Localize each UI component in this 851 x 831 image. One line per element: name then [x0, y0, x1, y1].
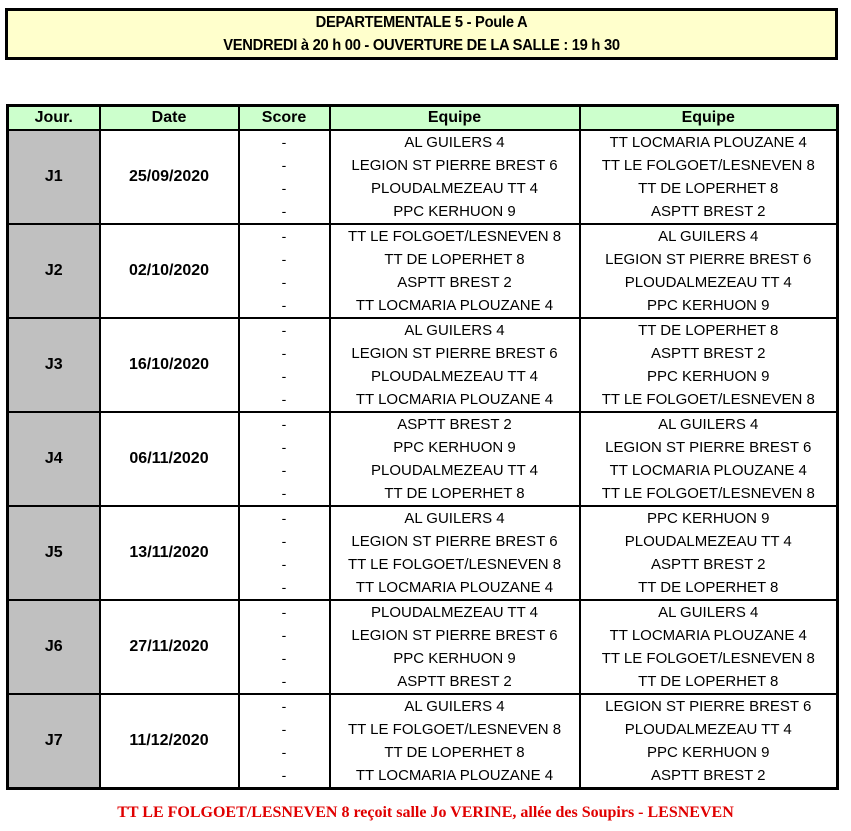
- match-score: -: [281, 604, 287, 620]
- home-team: LEGION ST PIERRE BREST 6: [351, 627, 558, 644]
- match-score: -: [281, 673, 287, 689]
- round-date: 13/11/2020: [100, 506, 239, 600]
- away-team: AL GUILERS 4: [658, 228, 759, 245]
- round-label: J4: [8, 412, 100, 506]
- match-score: -: [281, 134, 287, 150]
- round-row: [8, 318, 838, 412]
- match-score-cell: [239, 600, 330, 694]
- home-team: TT LOCMARIA PLOUZANE 4: [355, 579, 554, 596]
- match-score-cell: [239, 412, 330, 506]
- away-team-cell: [580, 130, 838, 224]
- match-score: -: [281, 698, 287, 714]
- home-team-cell: [330, 130, 580, 224]
- rounds-body: [8, 130, 838, 789]
- home-team: TT LE FOLGOET/LESNEVEN 8: [347, 228, 562, 245]
- away-team: TT LOCMARIA PLOUZANE 4: [609, 462, 807, 479]
- round-label: J6: [8, 600, 100, 694]
- home-team: TT LOCMARIA PLOUZANE 4: [355, 391, 554, 408]
- match-score: -: [281, 744, 287, 760]
- away-team-cell: [580, 318, 838, 412]
- home-team: PPC KERHUON 9: [393, 650, 516, 667]
- away-team: TT DE LOPERHET 8: [638, 322, 779, 339]
- home-team-cell: [330, 224, 580, 318]
- match-score: -: [281, 485, 287, 501]
- away-team: PPC KERHUON 9: [646, 368, 770, 385]
- home-team: TT LOCMARIA PLOUZANE 4: [355, 297, 554, 314]
- away-team: ASPTT BREST 2: [651, 556, 766, 573]
- away-team: TT DE LOPERHET 8: [638, 180, 779, 197]
- home-team: LEGION ST PIERRE BREST 6: [351, 533, 558, 550]
- round-date: 16/10/2020: [100, 318, 239, 412]
- home-team: TT DE LOPERHET 8: [384, 485, 525, 502]
- away-team-cell: [580, 600, 838, 694]
- round-date: 27/11/2020: [100, 600, 239, 694]
- home-team: LEGION ST PIERRE BREST 6: [351, 345, 558, 362]
- round-row: [8, 694, 838, 789]
- match-score: -: [281, 180, 287, 196]
- match-score: -: [281, 721, 287, 737]
- venue-note: TT LE FOLGOET/LESNEVEN 8 reçoit salle Jo VERINE, allée des Soupirs - LESNEVEN: [117, 804, 734, 821]
- home-team-cell: [330, 600, 580, 694]
- division-title: DEPARTEMENTALE 5 - Poule A: [315, 14, 528, 31]
- round-row: [8, 224, 838, 318]
- match-score: -: [281, 462, 287, 478]
- round-row: [8, 412, 838, 506]
- home-team: ASPTT BREST 2: [397, 673, 512, 690]
- column-header-home-team: Equipe: [330, 106, 580, 131]
- home-team: PPC KERHUON 9: [393, 203, 516, 220]
- home-team: TT LE FOLGOET/LESNEVEN 8: [347, 721, 562, 738]
- round-row: [8, 600, 838, 694]
- away-team: PLOUDALMEZEAU TT 4: [624, 274, 792, 291]
- match-score: -: [281, 203, 287, 219]
- away-team: AL GUILERS 4: [658, 416, 759, 433]
- schedule-info: VENDREDI à 20 h 00 - OUVERTURE DE LA SALLE : 19 h 30: [223, 37, 620, 54]
- home-team: AL GUILERS 4: [404, 510, 505, 527]
- home-team: PLOUDALMEZEAU TT 4: [371, 368, 538, 385]
- column-header-score: Score: [239, 106, 330, 131]
- away-team: ASPTT BREST 2: [651, 345, 766, 362]
- round-label: J1: [8, 130, 100, 224]
- round-date: 25/09/2020: [100, 130, 239, 224]
- away-team: PPC KERHUON 9: [646, 510, 770, 527]
- match-score: -: [281, 157, 287, 173]
- away-team: PPC KERHUON 9: [646, 297, 770, 314]
- match-score: -: [281, 391, 287, 407]
- away-team: TT LE FOLGOET/LESNEVEN 8: [601, 650, 815, 667]
- column-header-away-team: Equipe: [580, 106, 838, 131]
- table-header-row: [8, 106, 838, 131]
- away-team: TT DE LOPERHET 8: [638, 579, 779, 596]
- match-score-cell: [239, 130, 330, 224]
- away-team: PLOUDALMEZEAU TT 4: [624, 721, 792, 738]
- away-team: LEGION ST PIERRE BREST 6: [605, 251, 812, 268]
- away-team: AL GUILERS 4: [658, 604, 759, 621]
- home-team: TT LOCMARIA PLOUZANE 4: [355, 767, 554, 784]
- home-team: TT LE FOLGOET/LESNEVEN 8: [347, 556, 562, 573]
- column-header-date: Date: [100, 106, 239, 131]
- round-label: J3: [8, 318, 100, 412]
- match-score-cell: [239, 318, 330, 412]
- round-date: 02/10/2020: [100, 224, 239, 318]
- home-team: PLOUDALMEZEAU TT 4: [371, 180, 538, 197]
- match-score: -: [281, 533, 287, 549]
- away-team-cell: [580, 224, 838, 318]
- away-team-cell: [580, 506, 838, 600]
- round-row: [8, 506, 838, 600]
- division-title-box: [5, 8, 838, 60]
- match-score: -: [281, 251, 287, 267]
- match-score: -: [281, 556, 287, 572]
- away-team: LEGION ST PIERRE BREST 6: [605, 698, 812, 715]
- away-team: TT LE FOLGOET/LESNEVEN 8: [601, 391, 815, 408]
- away-team: LEGION ST PIERRE BREST 6: [605, 439, 812, 456]
- away-team: TT LE FOLGOET/LESNEVEN 8: [601, 157, 815, 174]
- away-team-cell: [580, 412, 838, 506]
- column-header-jour: Jour.: [8, 106, 100, 131]
- match-score: -: [281, 767, 287, 783]
- away-team: TT LOCMARIA PLOUZANE 4: [609, 134, 807, 151]
- home-team: ASPTT BREST 2: [397, 416, 512, 433]
- schedule-table: [6, 104, 839, 790]
- match-score: -: [281, 416, 287, 432]
- home-team: AL GUILERS 4: [404, 698, 505, 715]
- home-team-cell: [330, 412, 580, 506]
- home-team: PLOUDALMEZEAU TT 4: [371, 604, 538, 621]
- round-row: [8, 130, 838, 224]
- match-score: -: [281, 228, 287, 244]
- round-label: J7: [8, 694, 100, 789]
- match-score: -: [281, 650, 287, 666]
- away-team: TT DE LOPERHET 8: [638, 673, 779, 690]
- match-score: -: [281, 579, 287, 595]
- home-team-cell: [330, 694, 580, 789]
- home-team: TT DE LOPERHET 8: [384, 251, 525, 268]
- round-date: 11/12/2020: [100, 694, 239, 789]
- away-team: TT LE FOLGOET/LESNEVEN 8: [601, 485, 815, 502]
- home-team: PPC KERHUON 9: [393, 439, 516, 456]
- match-score: -: [281, 274, 287, 290]
- round-label: J5: [8, 506, 100, 600]
- away-team: PPC KERHUON 9: [646, 744, 770, 761]
- match-score: -: [281, 297, 287, 313]
- match-score: -: [281, 510, 287, 526]
- match-score-cell: [239, 694, 330, 789]
- round-date: 06/11/2020: [100, 412, 239, 506]
- home-team: TT DE LOPERHET 8: [384, 744, 525, 761]
- away-team: TT LOCMARIA PLOUZANE 4: [609, 627, 807, 644]
- round-label: J2: [8, 224, 100, 318]
- match-score: -: [281, 627, 287, 643]
- away-team-cell: [580, 694, 838, 789]
- away-team: ASPTT BREST 2: [651, 767, 766, 784]
- home-team: AL GUILERS 4: [404, 134, 505, 151]
- match-score: -: [281, 439, 287, 455]
- home-team: PLOUDALMEZEAU TT 4: [371, 462, 538, 479]
- match-score-cell: [239, 224, 330, 318]
- match-score: -: [281, 345, 287, 361]
- away-team: PLOUDALMEZEAU TT 4: [624, 533, 792, 550]
- away-team: ASPTT BREST 2: [651, 203, 766, 220]
- match-score: -: [281, 368, 287, 384]
- home-team: ASPTT BREST 2: [397, 274, 512, 291]
- home-team-cell: [330, 318, 580, 412]
- home-team: LEGION ST PIERRE BREST 6: [351, 157, 558, 174]
- home-team: AL GUILERS 4: [404, 322, 505, 339]
- home-team-cell: [330, 506, 580, 600]
- match-score: -: [281, 322, 287, 338]
- match-score-cell: [239, 506, 330, 600]
